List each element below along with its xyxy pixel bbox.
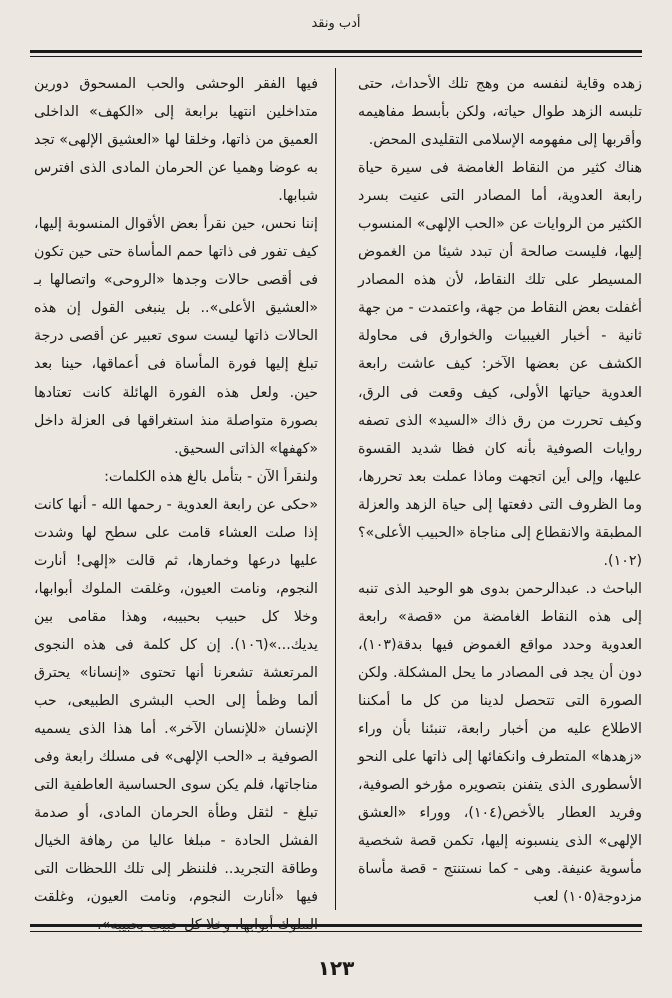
paragraph: إننا نحس، حين نقرأ بعض الأقوال المنسوبة إليها، كيف تفور فى ذاتها حمم المأساة حتى حين تكون فى أقصى حالات وجدها «الروحى» واتصالها بـ «العشيق الأعلى».. بل ينبغى القول إن هذه الحالات ذاتها ليست سوى تعبير عن أقصى درجة تبلغ إليها فورة المأساة فى أعماقها، حينا بعد حين. ولعل هذه الفورة الهائلة كانت تعتادها بصورة متواصلة منذ استغراقها فى العزلة داخل «كهفها» الذاتى السحيق. (34, 216, 318, 457)
paragraph: «حكى عن رابعة العدوية - رحمها الله - أنها كانت إذا صلت العشاء قامت على سطح لها وشدت عليها درعها وخمارها، ثم قالت «إلهى! أنارت النجوم، ونامت العيون، وغلقت الملوك أبوابها، وخلا كل حبيب بحبيبه، وهذا مقامى بين يديك...»(١٠٦). إن كل كلمة فى هذه النجوى المرتعشة تشعرنا أنها تحتوى «إنسانا» يحترق ألما وظمأ إلى الحب البشرى الطبيعى، حب الإنسان «للإنسان الآخر». أما هذا الذى يسميه الصوفية بـ «الحب الإلهى» فى مسلك رابعة وفى مناجاتها، فلم يكن سوى الحساسية العاطفية التى تبلغ - لثقل وطأة الحرمان المادى، أو صدمة الفشل الحادة - مبلغا عاليا من رهافة الخيال وطاقة التجريد.. فلننظر إلى تلك اللحظات التى فيها «أنارت النجوم، ونامت العيون، وغلقت (34, 496, 318, 906)
column-divider (335, 68, 336, 910)
header-rule-thin (30, 56, 642, 57)
paragraph: ولنقرأ الآن - بتأمل بالغ هذه الكلمات: (104, 468, 318, 485)
paragraph: الباحث د. عبدالرحمن بدوى هو الوحيد الذى تنبه إلى هذه النقاط الغامضة من «قصة» رابعة العدوية وحدد مواقع الغموض فيها بدقة(١٠٣)، دون أن يجد فى المصادر ما يحل المشكلة. ولكن الصورة التى تتحصل لدينا من كل ما أمكننا الاطلاع عليه من أخبار رابعة، تنبئنا بأن وراء «زهدها» المتطرف وانكفائها إلى ذاتها على النحو الأسطورى الذى يتفنن بتصويره مؤرخو الصوفية، وفريد العطار بالأخص(١٠٤)، ووراء «العشق الإلهى» الذى ينسبونه إليها، تكمن قصة شخصية مأسوية عنيفة. وهى - كما نستنتج - قصة مأساة مزدوجة(١٠٥) لعب (358, 580, 642, 906)
footer-rule-thin (30, 931, 642, 932)
section-title: أدب ونقد (311, 16, 361, 31)
footer-rule (30, 924, 642, 927)
page-number: ١٢٣ (317, 956, 355, 980)
paragraph: هناك كثير من النقاط الغامضة فى سيرة حياة رابعة العدوية، أما المصادر التى عنيت بسرد الكثير من الروايات عن «الحب الإلهى» المنسوب إليها، فليست صالحة أن تبدد شيئا من الغموض المسيطر على تلك النقاط، لأن هذه المصادر أغفلت بعض النقاط من جهة، واعتمدت - من جهة ثانية - أخبار الغيبيات والخوارق فى محاولة الكشف عن بعضها الآخر: كيف عاشت رابعة العدوية حياتها الأولى، كيف وقعت فى الرق، وكيف تحررت من رق ذاك «السيد» الذى تصفه روايات الصوفية بأنه كان فظا شديد القسوة عليها، وإلى أين اتجهت وماذا عملت بعد تحررها، وما الظروف التى دفعتها إلى حياة الزهد والعزلة المطبقة والانقطاع إلى مناجاة «الحبيب الأعلى»؟(١٠٢). (358, 160, 642, 569)
text-column-right (358, 70, 642, 910)
header-rule (30, 50, 642, 53)
paragraph: فيها الفقر الوحشى والحب المسحوق دورين متداخلين انتهيا برابعة إلى «الكهف» الداخلى العميق من ذاتها، وخلقا لها «العشيق الإلهى» تجد به عوضا وهميا عن الحرمان المادى الذى افترس شبابها. (34, 76, 318, 205)
text-column-left (34, 70, 318, 910)
paragraph: زهده وقاية لنفسه من وهج تلك الأحداث، حتى تلبسه الزهد طوال حياته، ولكن بأبسط مفاهيمه وأقربها إلى مفهومه الإسلامى التقليدى المحض. (358, 76, 642, 149)
